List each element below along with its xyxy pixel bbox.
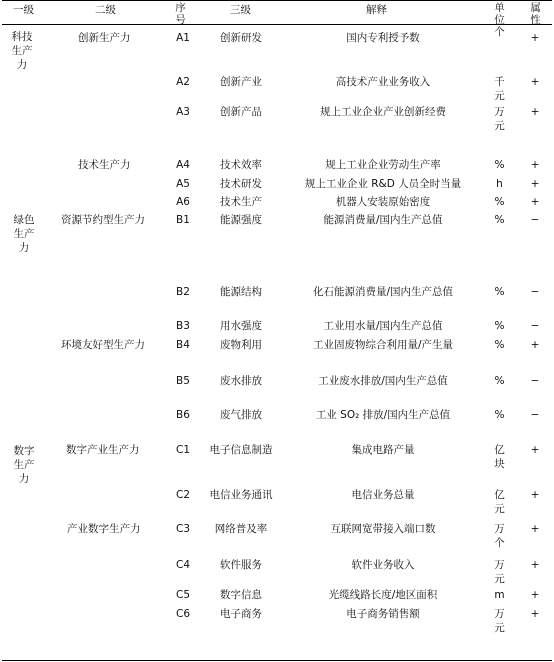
row-attr: + (530, 523, 540, 535)
row-name: 网络普及率 (214, 523, 268, 535)
row-explanation: 工业 SO₂ 排放/国内生产总值 (315, 409, 451, 421)
row-attr: + (530, 106, 540, 118)
row-name: 用水强度 (220, 320, 262, 332)
row-unit: 千元 (494, 76, 505, 102)
row-attr: + (530, 489, 540, 501)
l1-tech: 科技生产力 (11, 31, 33, 71)
row-id: A2 (176, 76, 190, 88)
l1-green: 绿色生产力 (13, 214, 35, 254)
row-explanation: 能源消费量/国内生产总值 (323, 214, 443, 226)
row-name: 电信业务通讯 (209, 489, 273, 501)
row-unit: 万元 (494, 559, 505, 585)
row-attr: − (530, 214, 540, 226)
row-id: B4 (176, 339, 190, 351)
header-l2: 二级 (95, 4, 116, 16)
row-explanation: 软件业务收入 (351, 559, 415, 571)
row-id: B6 (176, 409, 190, 421)
row-unit: % (494, 214, 505, 226)
row-attr: − (530, 320, 540, 332)
row-name: 创新产业 (220, 76, 262, 88)
row-attr: + (530, 76, 540, 88)
row-name: 能源结构 (220, 286, 262, 298)
row-unit: % (494, 339, 505, 351)
row-unit: 万元 (494, 608, 505, 634)
row-name: 创新产品 (220, 106, 262, 118)
row-attr: + (530, 159, 540, 171)
row-unit: 万个 (494, 523, 505, 549)
row-id: C5 (175, 589, 190, 601)
row-id: A3 (176, 106, 190, 118)
row-id: A6 (176, 196, 190, 208)
row-name: 技术生产 (220, 196, 262, 208)
bottom-rule (2, 660, 552, 661)
row-unit: m (494, 589, 505, 601)
row-name: 废物利用 (220, 339, 262, 351)
l2-resource: 资源节约型生产力 (61, 214, 145, 226)
row-explanation: 电信业务总量 (351, 489, 415, 501)
row-explanation: 工业固废物综合利用量/产生量 (312, 339, 454, 351)
row-name: 软件服务 (220, 559, 262, 571)
row-explanation: 国内专利授予数 (346, 32, 420, 44)
l2-inddig: 产业数字生产力 (67, 523, 141, 535)
row-explanation: 工业废水排放/国内生产总值 (318, 375, 448, 387)
row-id: C2 (175, 489, 190, 501)
row-id: C1 (175, 444, 190, 456)
row-unit: h (496, 178, 503, 190)
row-name: 数字信息 (220, 589, 262, 601)
row-attr: + (530, 559, 540, 571)
row-id: A4 (176, 159, 190, 171)
row-explanation: 互联网宽带接入端口数 (330, 523, 436, 535)
header-expl: 解释 (366, 4, 387, 16)
row-explanation: 化石能源消费量/国内生产总值 (312, 286, 454, 298)
row-id: B5 (176, 375, 190, 387)
row-explanation: 集成电路产量 (351, 444, 415, 456)
header-seq: 序号 (175, 2, 186, 26)
row-explanation: 工业用水量/国内生产总值 (323, 320, 443, 332)
row-name: 废水排放 (220, 375, 262, 387)
row-name: 电子商务 (220, 608, 262, 620)
row-attr: − (530, 286, 540, 298)
row-unit: 万元 (494, 106, 505, 132)
row-name: 能源强度 (220, 214, 262, 226)
header-rule (2, 24, 552, 25)
row-attr: + (530, 589, 540, 601)
row-explanation: 光缆线路长度/地区面积 (328, 589, 438, 601)
row-id: B1 (176, 214, 190, 226)
row-attr: + (530, 196, 540, 208)
row-attr: + (530, 608, 540, 620)
row-attr: + (530, 444, 540, 456)
row-unit: % (494, 320, 505, 332)
l2-innov: 创新生产力 (78, 32, 131, 44)
l2-env: 环境友好型生产力 (61, 339, 145, 351)
row-id: A1 (176, 32, 190, 44)
l1-digital: 数字生产力 (13, 445, 35, 485)
row-name: 创新研发 (220, 32, 262, 44)
row-explanation: 高技术产业业务收入 (335, 76, 431, 88)
row-unit: 亿元 (494, 489, 505, 515)
row-attr: + (530, 32, 540, 44)
row-unit: 亿块 (494, 444, 505, 470)
row-unit: % (494, 159, 505, 171)
row-explanation: 规上工业企业 R&D 人员全时当量 (304, 178, 462, 190)
row-name: 电子信息制造 (209, 444, 273, 456)
row-explanation: 规上工业企业劳动生产率 (325, 159, 441, 171)
header-l1: 一级 (13, 4, 34, 16)
row-attr: − (530, 375, 540, 387)
row-explanation: 电子商务销售额 (346, 608, 420, 620)
header-attr: 属性 (530, 2, 541, 26)
row-attr: + (530, 339, 540, 351)
row-id: B3 (176, 320, 190, 332)
row-attr: + (530, 178, 540, 190)
row-name: 废气排放 (220, 409, 262, 421)
row-name: 技术效率 (220, 159, 262, 171)
row-id: A5 (176, 178, 190, 190)
l2-digind: 数字产业生产力 (66, 444, 140, 456)
row-attr: − (530, 409, 540, 421)
row-explanation: 机器人安装原始密度 (335, 196, 431, 208)
l2-techprod: 技术生产力 (78, 159, 131, 171)
row-name: 技术研发 (220, 178, 262, 190)
row-unit: % (494, 196, 505, 208)
row-id: B2 (176, 286, 190, 298)
row-unit: % (494, 286, 505, 298)
header-l3: 三级 (230, 4, 251, 16)
row-id: C6 (175, 608, 190, 620)
row-id: C3 (175, 523, 190, 535)
row-explanation: 规上工业企业产业创新经费 (320, 106, 446, 118)
row-unit: % (494, 375, 505, 387)
header-unit: 单位个 (494, 2, 505, 38)
row-id: C4 (175, 559, 190, 571)
top-rule (2, 0, 552, 1)
row-unit: % (494, 409, 505, 421)
